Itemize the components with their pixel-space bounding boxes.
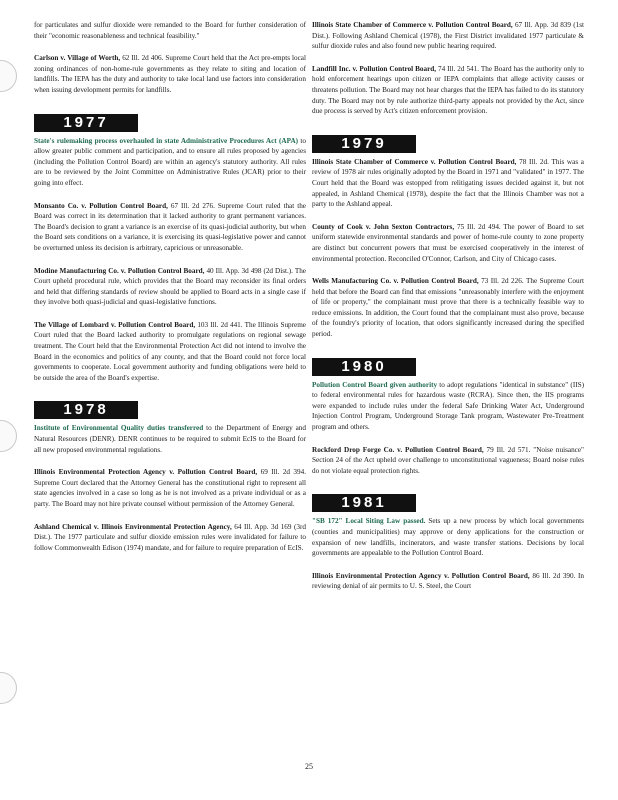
page-number: 25 [305, 762, 313, 771]
entry-text: 73 Ill. 2d 226. The Supreme Court held that before the Board can find that emissions "unreasonably interfere with the enjoyment of life or property," the complainant must prove that there is a technically feasible way to reduce emissions. In addition, the Court found that the complainant must also prove, because of the foundry's priority of location, that odors significantly increased during the specified period. [312, 277, 584, 339]
entry-paragraph [312, 380, 584, 433]
entry-text: 62 Ill. 2d 406. Supreme Court held that the Act pre-empts local zoning ordinances of non-home-rule governments as they relate to siting and location of landfills. The IEPA has the duty and authority to take local land use factors into consideration when issuing development permits for landfills. [34, 54, 306, 94]
entry-text: 78 Ill. 2d. This was a review of 1978 air rules originally adopted by the Board in 1971 and "validated" in 1977. The Court held that the Board was estopped from relitigating issues decided against it, but not appealed, in Ashland Chemical (1978), despite the fact that the Illinois Chamber was not a party to the Ashland appeal. [312, 157, 584, 209]
case-title: Carlson v. Village of Worth, [34, 54, 121, 63]
event-highlight: State's rulemaking process overhauled in state Administrative Procedures Act (APA) [34, 136, 299, 145]
entry-paragraph [34, 20, 306, 41]
event-highlight: Institute of Environmental Quality duties transferred [34, 424, 204, 433]
entry-paragraph [312, 276, 584, 340]
entry-text: 103 Ill. 2d 441. The Illinois Supreme Court ruled that the Board lacked authority to promulgate regulations on regional sewage treatment. The Court held that the Environmental Protection Act did not intend to involve the Board in the economics and politics of any county, and that the Board could not force local governments to cooperate. Local government authority and funding obligations were held to be outside the area of the Board's expertise. [34, 320, 306, 382]
year-heading: 1978 [34, 401, 138, 419]
entry-paragraph [312, 222, 584, 264]
entry-text: 75 Ill. 2d 494. The power of Board to set uniform statewide environmental standards and power of home-rule county to zone property are distinct but concurrent powers that must be exercised cooperatively in the interest of environmental protection. Reconciled O'Connor, Carlson, and City of Chicago cases. [312, 222, 584, 263]
entry-paragraph [312, 20, 584, 52]
entry-paragraph [34, 423, 306, 455]
entry-paragraph [34, 320, 306, 384]
entry-text: to the Department of Energy and Natural Resources (DENR). DENR continues to be required to submit EcIS to the Board for all new proposed environmental regulations. [34, 424, 306, 454]
case-title: Landfill Inc. v. Pollution Control Board, [312, 64, 437, 73]
event-highlight: "SB 172" Local Siting Law passed. [312, 517, 426, 526]
entry-paragraph [312, 516, 584, 558]
left-column [34, 20, 306, 565]
case-title: Wells Manufacturing Co. v. Pollution Control Board, [312, 277, 479, 286]
entry-text: 86 Ill. 2d 390. In reviewing denial of air permits to U. S. Steel, the Court [312, 571, 585, 591]
binder-hole [0, 672, 17, 704]
case-title: Monsanto Co. v. Pollution Control Board, [34, 201, 168, 210]
case-title: Rockford Drop Forge Co. v. Pollution Control Board, [312, 445, 484, 454]
entry-paragraph [312, 571, 584, 592]
event-highlight: Pollution Control Board given authority [312, 380, 438, 389]
entry-paragraph [34, 201, 306, 254]
case-title: Illinois State Chamber of Commerce v. Pollution Control Board, [312, 21, 513, 29]
case-title: Illinois State Chamber of Commerce v. Pollution Control Board, [312, 157, 517, 166]
case-title: County of Cook v. John Sexton Contractors, [312, 222, 455, 231]
year-heading: 1979 [312, 135, 416, 153]
year-heading: 1977 [34, 114, 138, 132]
right-column [312, 20, 584, 604]
entry-text: 67 Ill. App. 3d 839 (1st Dist.). Following Ashland Chemical (1978), the First District invalidated 1977 particulate & sulfur dioxide rules and also found new public hearing required. [312, 21, 584, 51]
entry-text: 79 Ill. 2d 571. "Noise nuisance" Section 24 of the Act upheld over challenge to unconstitutional vagueness; Board noise rules do not violate equal protection rights. [312, 445, 584, 475]
entry-paragraph [34, 522, 306, 554]
entry-paragraph [312, 445, 584, 477]
entry-paragraph [34, 53, 306, 95]
entry-text: 74 Ill. 2d 541. The Board has the authority only to hold enforcement hearings upon citizen or IEPA complaints that allege activity causes or threatens pollution. The Board may not hear charges that the IEPA has failed to do its statutory duty. The Board may not by rule authorize third-party appeals not provided by the Act, since due process is served by Act's citizen enforcement provision. [312, 64, 584, 116]
entry-text: Sets up a new process by which local governments (counties and municipalities) may approve or deny applications for the construction or expansion of new landfills, incinerators, and waste transfer stations. Decisions by local governments are appealable to the Pollution Control Board. [312, 517, 584, 558]
entry-text: 40 Ill. App. 3d 498 (2d Dist.). The Court upheld procedural rule, which provides that the Board may reconsider its final orders and held that differing standards of review should be applied to Board acts in a single case if they involve both quasi-judicial and quasi-legislative functions. [34, 266, 306, 307]
entry-text: 64 Ill. App. 3d 169 (3rd Dist.). The 1977 particulate and sulfur dioxide emission rules were invalidated for failure to follow Commonwealth Edison (1974) mandate, and for failure to require preparation of EcIS. [34, 522, 306, 552]
entry-text: 67 Ill. 2d 276. Supreme Court ruled that the Board was correct in its determination that it lacked authority to grant permanent variances. The Board's decision to grant a variance is an exercise of its quasi-judicial authority, but when the Board sets conditions on a variance, it is exercising its quasi-legislative power and cannot be overturned unless its decision is arbitrary, capricious or unreasonable. [34, 201, 306, 252]
case-title: Illinois Environmental Protection Agency v. Pollution Control Board, [312, 571, 530, 580]
case-title: Ashland Chemical v. Illinois Environmental Protection Agency, [34, 522, 232, 531]
entry-paragraph [34, 136, 306, 189]
year-heading: 1981 [312, 494, 416, 512]
entry-paragraph [34, 266, 306, 308]
binder-hole [0, 420, 17, 452]
case-title: Modine Manufacturing Co. v. Pollution Control Board, [34, 266, 205, 275]
case-title: Illinois Environmental Protection Agency v. Pollution Control Board, [34, 468, 258, 477]
entry-text: for particulates and sulfur dioxide were remanded to the Board for further consideration of their "economic reasonableness and technical feasibility." [34, 21, 306, 40]
case-title: The Village of Lombard v. Pollution Control Board, [34, 320, 196, 329]
entry-text: to adopt regulations "identical in substance" (IIS) to federal environmental rules for hazardous waste (RCRA). Since then, the IIS programs were expanded to include rules under the federal Safe Drinking Water Act, Underground Injection Control Program, Underground Storage Tank program, Wastewater Pre-Treatment program and others. [312, 380, 584, 432]
entry-paragraph [312, 64, 584, 117]
entry-text: to allow greater public comment and participation, and to ensure all rules proposed by agencies (including the Pollution Control Board) are within an agency's statutory authority. All rules are to be reviewed by the Joint Committee on Administrative Rules (JCAR) prior to their going into effect. [34, 136, 306, 187]
entry-text: 69 Ill. 2d 394. Supreme Court declared that the Attorney General has the constitutional right to represent all state agencies involved in a case so long as he is not involved as a private individual or as a party. The Board may not hire private counsel without permission of the Attorney General. [34, 468, 307, 508]
year-heading: 1980 [312, 358, 416, 376]
binder-hole [0, 60, 17, 92]
entry-paragraph [312, 157, 584, 210]
entry-paragraph [34, 467, 306, 509]
